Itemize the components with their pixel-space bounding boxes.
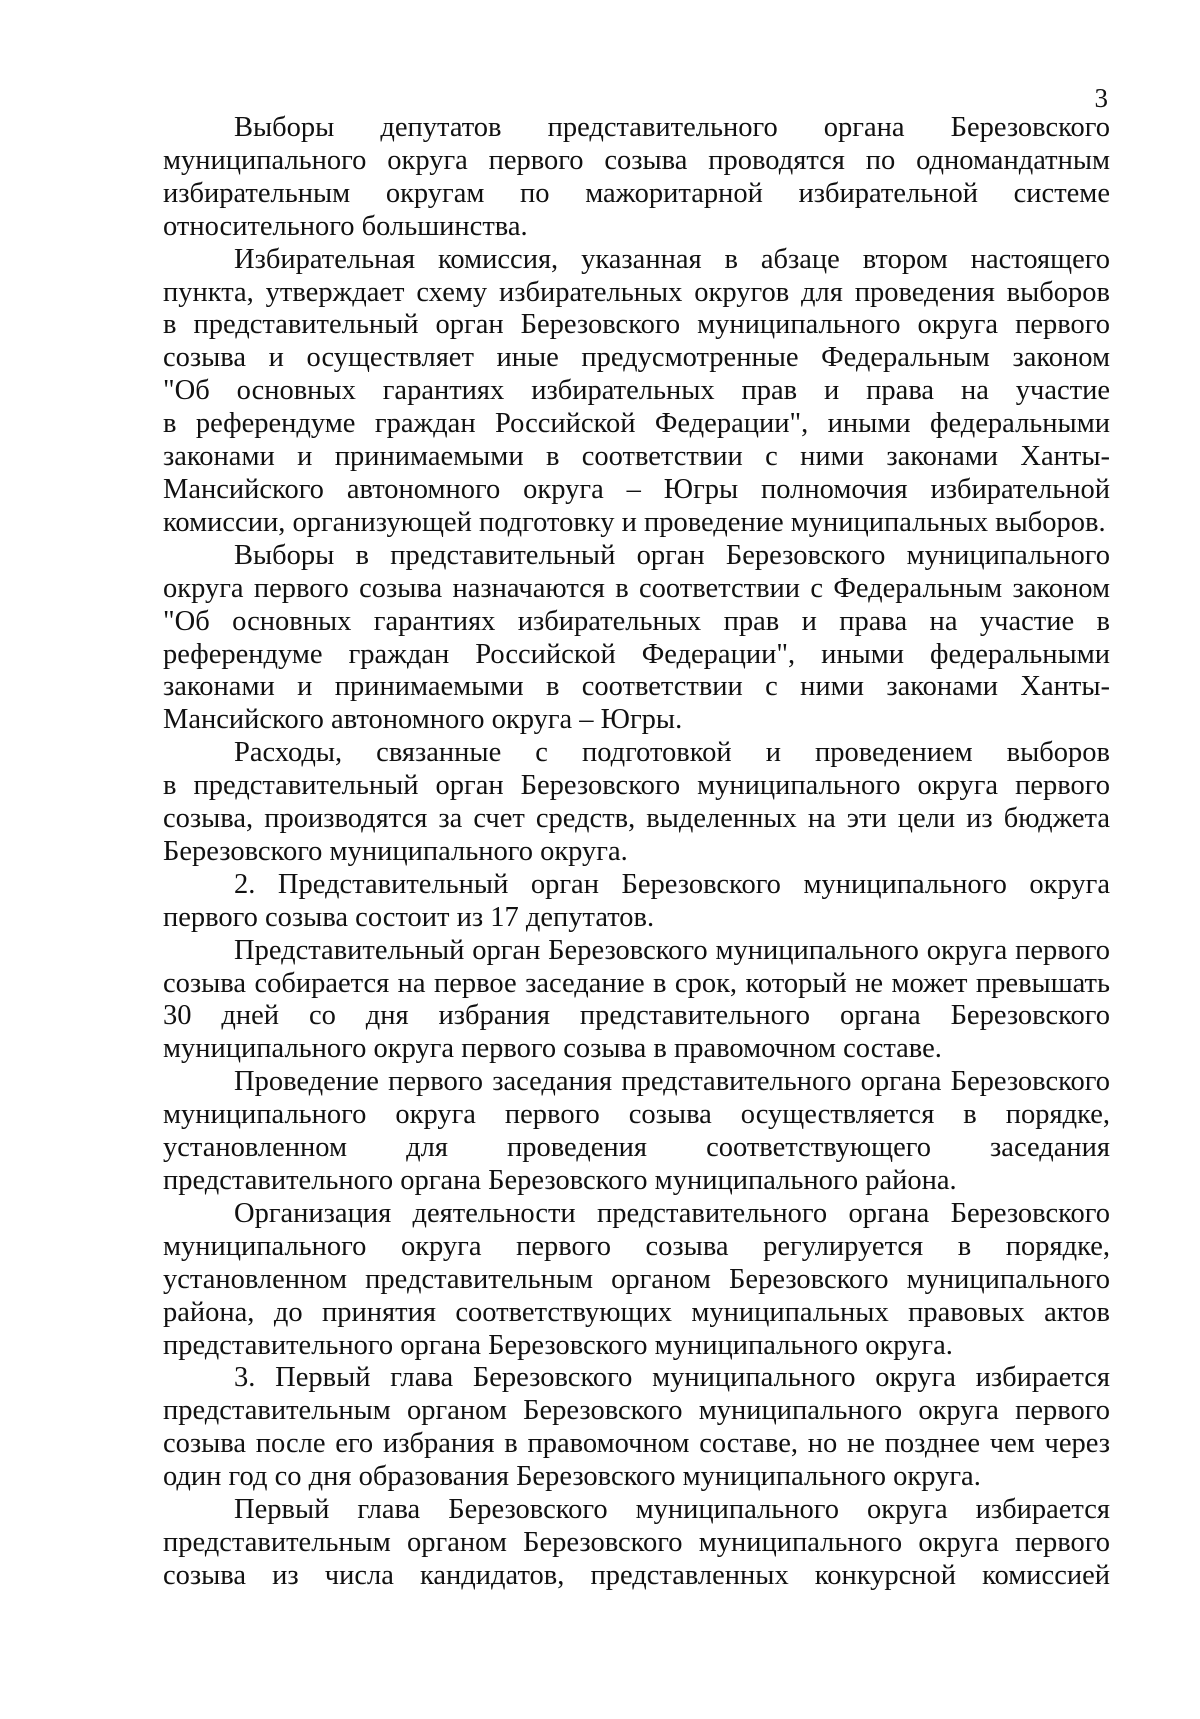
text-line: созыва, производятся за счет средств, выделенных на эти цели из бюджета	[163, 803, 1110, 835]
text-line: Березовского муниципального округа.	[163, 835, 628, 867]
text-line: представительным органом Березовского муниципального округа первого	[163, 1395, 1110, 1427]
text-line: 30 дней со дня избрания представительного органа Березовского	[163, 1000, 1110, 1032]
text-line: "Об основных гарантиях избирательных прав и права на участие в	[163, 605, 1110, 637]
text-line: Выборы депутатов представительного органа Березовского	[234, 112, 1110, 143]
text-line: района, до принятия соответствующих муниципальных правовых актов	[163, 1296, 1110, 1328]
text-line: муниципального округа первого созыва регулируется в порядке,	[163, 1230, 1110, 1262]
text-line: представительного органа Березовского муниципального района.	[163, 1165, 957, 1196]
page-number: 3	[1094, 83, 1108, 113]
text-line: Проведение первого заседания представительного органа Березовского	[234, 1066, 1110, 1098]
paragraph	[163, 540, 1110, 737]
document-body	[163, 112, 1110, 1593]
text-line: Представительный орган Березовского муниципального округа первого	[234, 934, 1110, 966]
text-line: созыва после его избрания в правомочном составе, но не позднее чем через	[163, 1428, 1110, 1460]
text-line: муниципального округа первого созыва в правомочном составе.	[163, 1033, 942, 1065]
paragraph	[163, 244, 1110, 540]
text-line: один год со дня образования Березовского муниципального округа.	[163, 1461, 981, 1493]
text-line: "Об основных гарантиях избирательных прав и права на участие	[163, 375, 1110, 407]
text-line: Организация деятельности представительного органа Березовского	[234, 1197, 1110, 1229]
text-line: первого созыва состоит из 17 депутатов.	[163, 901, 655, 933]
text-line: Расходы, связанные с подготовкой и проведением выборов	[234, 737, 1110, 769]
paragraph	[163, 869, 1110, 935]
text-line: законами и принимаемыми в соответствии с ними законами Ханты-	[163, 671, 1110, 703]
paragraph	[163, 935, 1110, 1067]
text-line: представительного органа Березовского муниципального округа.	[163, 1329, 953, 1361]
paragraph	[163, 737, 1110, 869]
paragraph	[163, 1198, 1110, 1363]
text-line: созыва собирается на первое заседание в срок, который не может превышать	[163, 967, 1110, 999]
text-line: комиссии, организующей подготовку и проведение муниципальных выборов.	[163, 506, 1106, 538]
text-line: законами и принимаемыми в соответствии с ними законами Ханты-	[163, 441, 1110, 473]
text-line: пункта, утверждает схему избирательных округов для проведения выборов	[163, 276, 1110, 308]
paragraph	[163, 1066, 1110, 1198]
text-line: Первый глава Березовского муниципального округа избирается	[234, 1494, 1110, 1526]
text-line: в представительный орган Березовского муниципального округа первого	[163, 770, 1110, 802]
text-line: муниципального округа первого созыва осуществляется в порядке,	[163, 1099, 1110, 1131]
text-line: референдуме граждан Российской Федерации", иными федеральными	[163, 638, 1110, 670]
text-line: созыва из числа кандидатов, представленных конкурсной комиссией	[163, 1559, 1110, 1591]
text-line: муниципального округа первого созыва проводятся по одномандатным	[163, 144, 1110, 176]
text-line: относительного большинства.	[163, 210, 528, 242]
text-line: 2. Представительный орган Березовского муниципального округа	[234, 868, 1110, 900]
text-line: Выборы в представительный орган Березовского муниципального	[234, 539, 1110, 571]
text-line: Мансийского автономного округа – Югры.	[163, 704, 683, 736]
text-line: представительным органом Березовского муниципального округа первого	[163, 1526, 1110, 1558]
text-line: Избирательная комиссия, указанная в абзаце втором настоящего	[234, 243, 1110, 275]
text-line: 3. Первый глава Березовского муниципального округа избирается	[234, 1362, 1110, 1394]
text-line: Мансийского автономного округа – Югры полномочия избирательной	[163, 473, 1110, 505]
text-line: в представительный орган Березовского муниципального округа первого	[163, 309, 1110, 341]
paragraph	[163, 1494, 1110, 1593]
paragraph	[163, 112, 1110, 244]
text-line: созыва и осуществляет иные предусмотренные Федеральным законом	[163, 342, 1110, 374]
text-line: округа первого созыва назначаются в соответствии с Федеральным законом	[163, 572, 1110, 604]
text-line: в референдуме граждан Российской Федерации", иными федеральными	[163, 408, 1110, 440]
paragraph	[163, 1362, 1110, 1494]
text-line: избирательным округам по мажоритарной избирательной системе	[163, 177, 1110, 209]
text-line: установленном представительным органом Березовского муниципального	[163, 1263, 1110, 1295]
text-line: установленном для проведения соответствующего заседания	[163, 1132, 1110, 1164]
